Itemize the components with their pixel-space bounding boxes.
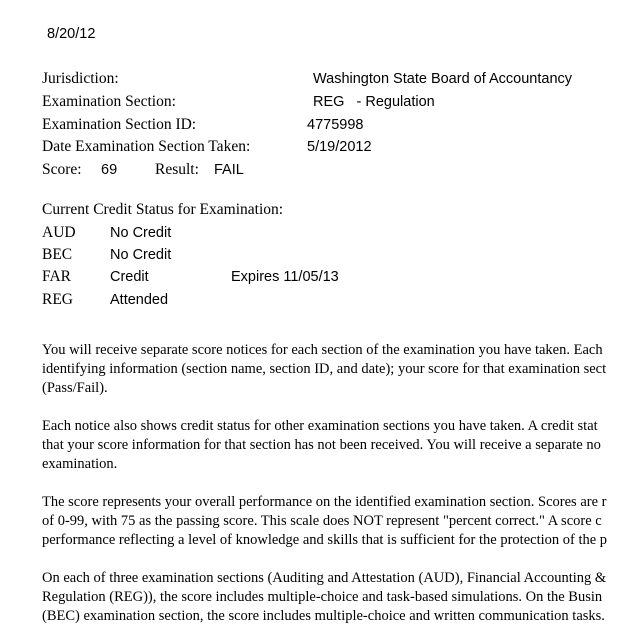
- result-value: FAIL: [214, 162, 244, 178]
- paragraph-line: that your score information for that section has not been received. You will receive a separate no: [42, 437, 601, 453]
- notice-date: 8/20/12: [47, 26, 96, 42]
- paragraph-line: (Pass/Fail).: [42, 380, 108, 396]
- date-taken-value: 5/19/2012: [307, 139, 372, 155]
- credit-row-section: BEC: [42, 246, 73, 263]
- paragraph-score-notices: [42, 341, 640, 398]
- credit-row-status: No Credit: [110, 225, 172, 241]
- section-label: Examination Section:: [42, 93, 176, 110]
- credit-row-status: Credit: [110, 269, 149, 285]
- paragraph-line: On each of three examination sections (Auditing and Attestation (AUD), Financial Accounting &: [42, 570, 607, 586]
- score-label: Score:: [42, 161, 82, 178]
- paragraph-line: The score represents your overall performance on the identified examination section. Scores are r: [42, 494, 607, 510]
- credit-row-status: No Credit: [110, 247, 172, 263]
- paragraph-line: Regulation (REG)), the score includes multiple-choice and task-based simulations. On the Busin: [42, 589, 603, 605]
- paragraph-line: You will receive separate score notices for each section of the examination you have taken. Each: [42, 342, 603, 358]
- credit-row-note: Expires 11/05/13: [231, 269, 339, 285]
- section-value: REG - Regulation: [313, 94, 435, 110]
- jurisdiction-value: Washington State Board of Accountancy: [313, 71, 573, 87]
- paragraph-score-components: [42, 569, 640, 626]
- credit-row-section: FAR: [42, 268, 72, 285]
- credit-row-status: Attended: [110, 292, 169, 308]
- paragraph-line: examination.: [42, 456, 118, 472]
- date-taken-label: Date Examination Section Taken:: [42, 138, 251, 155]
- credit-row-section: AUD: [42, 224, 76, 241]
- score-value: 69: [101, 162, 118, 178]
- section-id-value: 4775998: [307, 117, 364, 133]
- paragraph-line: Each notice also shows credit status for other examination sections you have taken. A credit stat: [42, 418, 598, 434]
- section-id-label: Examination Section ID:: [42, 116, 197, 133]
- credit-status-heading: Current Credit Status for Examination:: [42, 201, 284, 218]
- jurisdiction-label: Jurisdiction:: [42, 70, 119, 87]
- credit-row-section: REG: [42, 291, 73, 308]
- paragraph-score-meaning: [42, 493, 640, 550]
- result-label: Result:: [155, 161, 199, 178]
- paragraph-line: (BEC) examination section, the score includes multiple-choice and written communication tasks.: [42, 608, 605, 624]
- paragraph-credit-status: [42, 417, 640, 474]
- paragraph-line: of 0-99, with 75 as the passing score. This scale does NOT represent "percent correct." A score c: [42, 513, 602, 529]
- paragraph-line: identifying information (section name, section ID, and date); your score for that examination sect: [42, 361, 607, 377]
- paragraph-line: performance reflecting a level of knowledge and skills that is sufficient for the protection of the p: [42, 532, 608, 548]
